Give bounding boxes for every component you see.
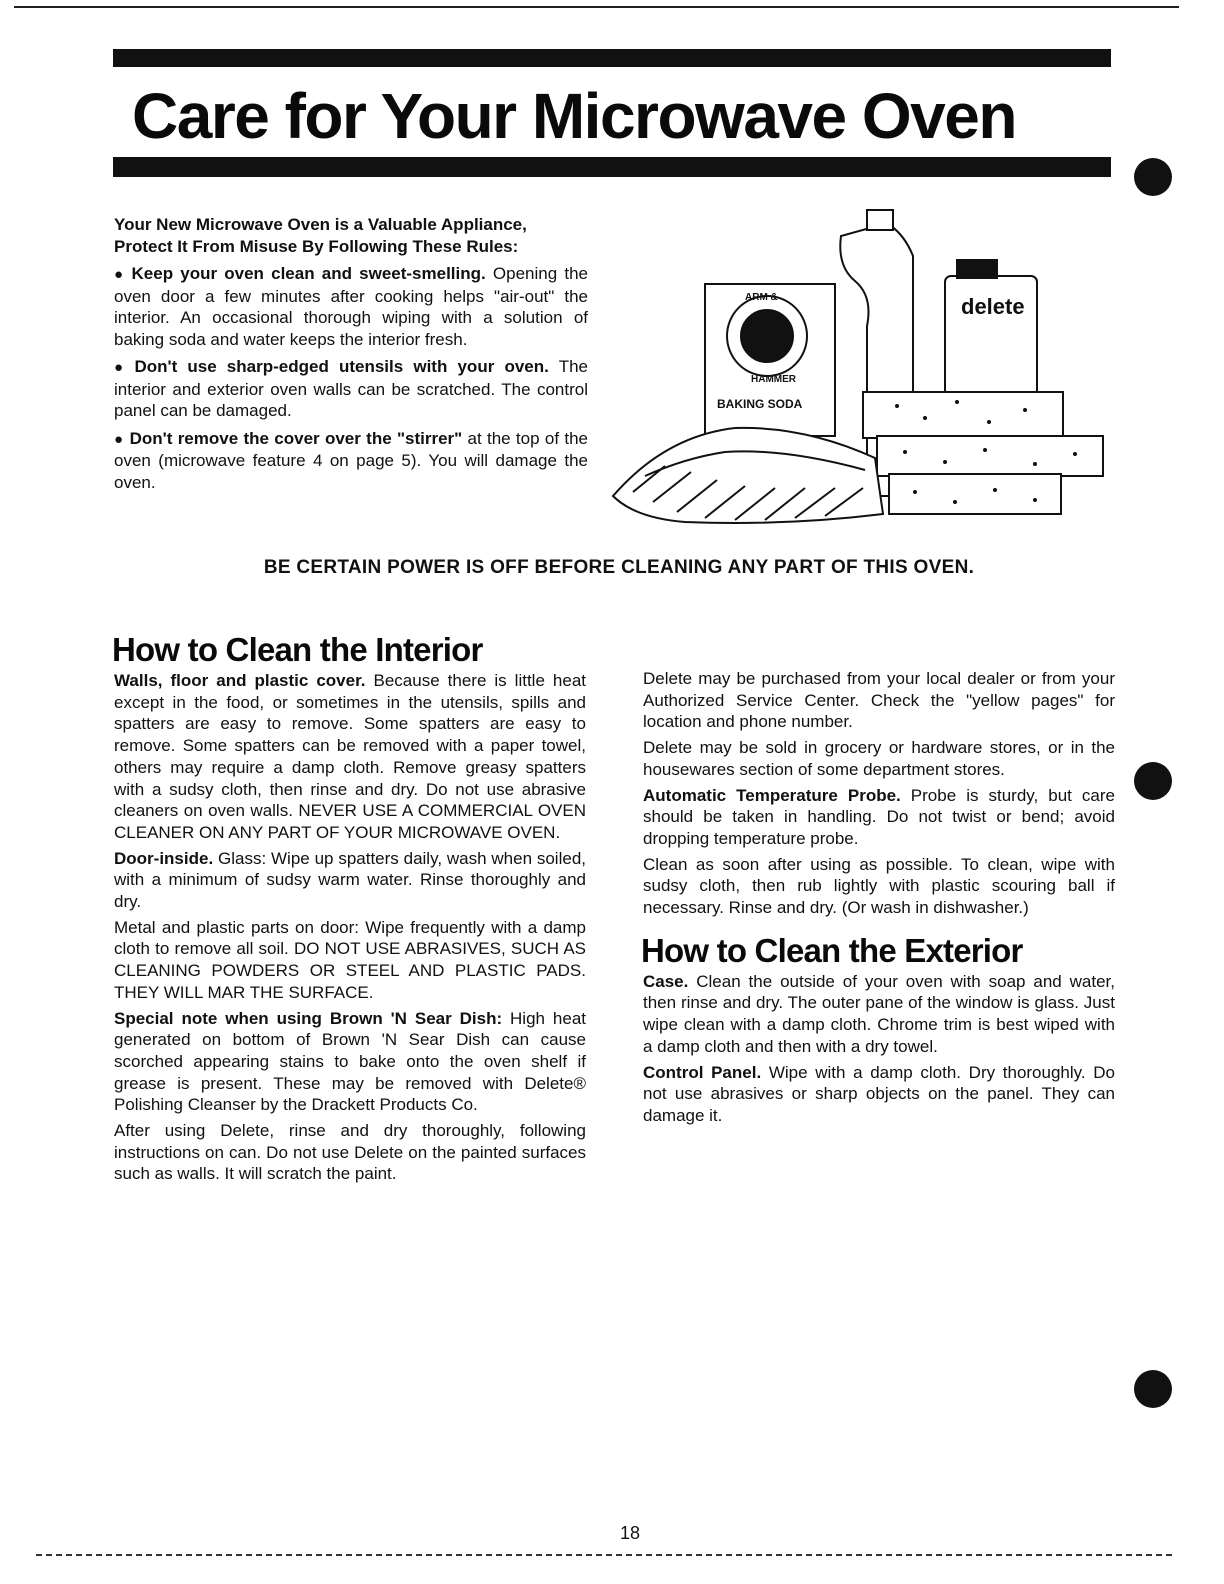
rule-bold: Don't use sharp-edged utensils with your oven.: [134, 357, 549, 376]
paragraph: [114, 670, 586, 844]
interior-column-right: [643, 668, 1115, 1131]
paragraph: After using Delete, rinse and dry thoroughly, following instructions on can. Do not use Delete on the painted surfaces such as walls. It will scratch the paint.: [114, 1121, 586, 1184]
brand-label: ARM &: [745, 292, 778, 303]
power-off-warning: BE CERTAIN POWER IS OFF BEFORE CLEANING ANY PART OF THIS OVEN.: [263, 557, 975, 578]
paragraph: Metal and plastic parts on door: Wipe frequently with a damp cloth to remove all soil. DO NOT USE ABRASIVES, SUCH AS CLEANING POWDERS OR STEEL AND PLASTIC PADS. THEY WILL MAR THE SURFACE.: [114, 917, 586, 1002]
paragraph: [643, 971, 1115, 1058]
title-bar-bottom: [113, 157, 1111, 177]
sponge: [889, 474, 1061, 514]
paragraph: Delete may be purchased from your local dealer or from your Authorized Service Center. Check the "yellow pages" for location and phone number.: [643, 669, 1115, 732]
brand-label: HAMMER: [751, 374, 796, 385]
interior-column-left: [114, 670, 586, 1189]
paragraph: Clean as soon after using as possible. To clean, wipe with sudsy cloth, then rub lightly with plastic scouring ball if necessary. Rinse and dry. (Or wash in dishwasher.): [643, 854, 1115, 918]
page-number: 18: [619, 1523, 641, 1543]
intro-heading: [114, 214, 588, 257]
rule-text: Opening the oven door a few minutes after cooking helps "air-out" the interior. An occasional thorough wiping with a solution of baking soda and water keeps the interior fresh.: [114, 264, 588, 349]
bullet-icon: ●: [114, 359, 129, 376]
page-title: Care for Your Microwave Oven: [132, 80, 1016, 152]
paragraph-lead: Control Panel.: [643, 1062, 762, 1082]
binder-hole-mark: [1134, 1370, 1172, 1408]
sponge: [863, 392, 1063, 438]
intro-heading-line-1: Your New Microwave Oven is a Valuable Appliance,: [114, 215, 527, 234]
paragraph: [114, 1008, 586, 1117]
paragraph-lead: Case.: [643, 971, 689, 991]
rule-bold: Keep your oven clean and sweet-smelling.: [131, 264, 486, 283]
rule-item: [114, 428, 588, 494]
rule-item: [114, 263, 588, 350]
paragraph-text: Glass: Wipe up spatters daily, wash when soiled, with a minimum of sudsy warm water. Rinse thoroughly and dry.: [114, 848, 586, 912]
paragraph-lead: Special note when using Brown 'N Sear Dish:: [114, 1008, 503, 1028]
intro-heading-line-2: Protect It From Misuse By Following These Rules:: [114, 236, 519, 256]
footer-dashed-line: [36, 1554, 1172, 1556]
title-bar-top: [113, 49, 1111, 67]
paragraph-lead: Door-inside.: [114, 848, 214, 868]
top-edge-line: [14, 6, 1179, 8]
exterior-section-title: How to Clean the Exterior: [641, 931, 1023, 969]
binder-hole-mark: [1134, 762, 1172, 800]
paragraph-lead: Walls, floor and plastic cover.: [114, 671, 366, 690]
bullet-icon: ●: [114, 430, 124, 448]
sponge: [877, 436, 1103, 476]
paragraph-text: High heat generated on bottom of Brown 'N Sear Dish can cause scorched appearing stains to bake onto the oven shelf if grease is present. These may be removed with Delete® Polishing Cleanser by the Drackett Products Co.: [114, 1008, 586, 1115]
delete-can-label: delete: [961, 294, 1025, 319]
rule-text: The interior and exterior oven walls can be scratched. The control panel can be damaged.: [114, 357, 589, 420]
cleaning-supplies-illustration: [605, 196, 1125, 536]
baking-soda-label: BAKING SODA: [717, 397, 803, 411]
paragraph: [114, 848, 586, 913]
binder-hole-mark: [1134, 158, 1172, 196]
paragraph-lead: Automatic Temperature Probe.: [643, 785, 901, 805]
paragraph-text: Because there is little heat except in the food, or sometimes in the utensils, spills and spatters are easy to remove. Some spatters are easy to remove. Some spatters can be removed with a paper towel, others may require a damp cloth. Remove greasy spatters with a sudsy cloth, then rinse and dry. Do not use abrasive cleaners on oven walls. NEVER USE A COMMERCIAL OVEN CLEANER ON ANY PART OF YOUR MICROWAVE OVEN.: [114, 671, 586, 842]
rule-bold: Don't remove the cover over the "stirrer": [129, 428, 463, 448]
intro-rules: [114, 214, 588, 499]
interior-section-title: How to Clean the Interior: [112, 631, 483, 668]
rule-item: [114, 356, 588, 422]
paragraph: [643, 1062, 1115, 1127]
rule-text: at the top of the oven (microwave feature 4 on page 5). You will damage the oven.: [114, 428, 588, 492]
paragraph-text: Clean the outside of your oven with soap and water, then rinse and dry. The outer pane of the window is glass. Just wipe clean with a damp cloth. Chrome trim is best wiped with a damp cloth and then with a dry towel.: [643, 971, 1115, 1056]
bullet-icon: ●: [114, 266, 126, 283]
paragraph-text: Wipe with a damp cloth. Dry thoroughly. Do not use abrasives or sharp objects on the panel. They can damage it.: [643, 1062, 1115, 1125]
bottle-cap: [867, 210, 893, 230]
paragraph: [643, 785, 1115, 850]
paragraph-text: Probe is sturdy, but care should be taken in handling. Do not twist or bend; avoid dropping temperature probe.: [643, 785, 1115, 848]
paragraph: Delete may be sold in grocery or hardware stores, or in the housewares section of some department stores.: [643, 738, 1115, 779]
